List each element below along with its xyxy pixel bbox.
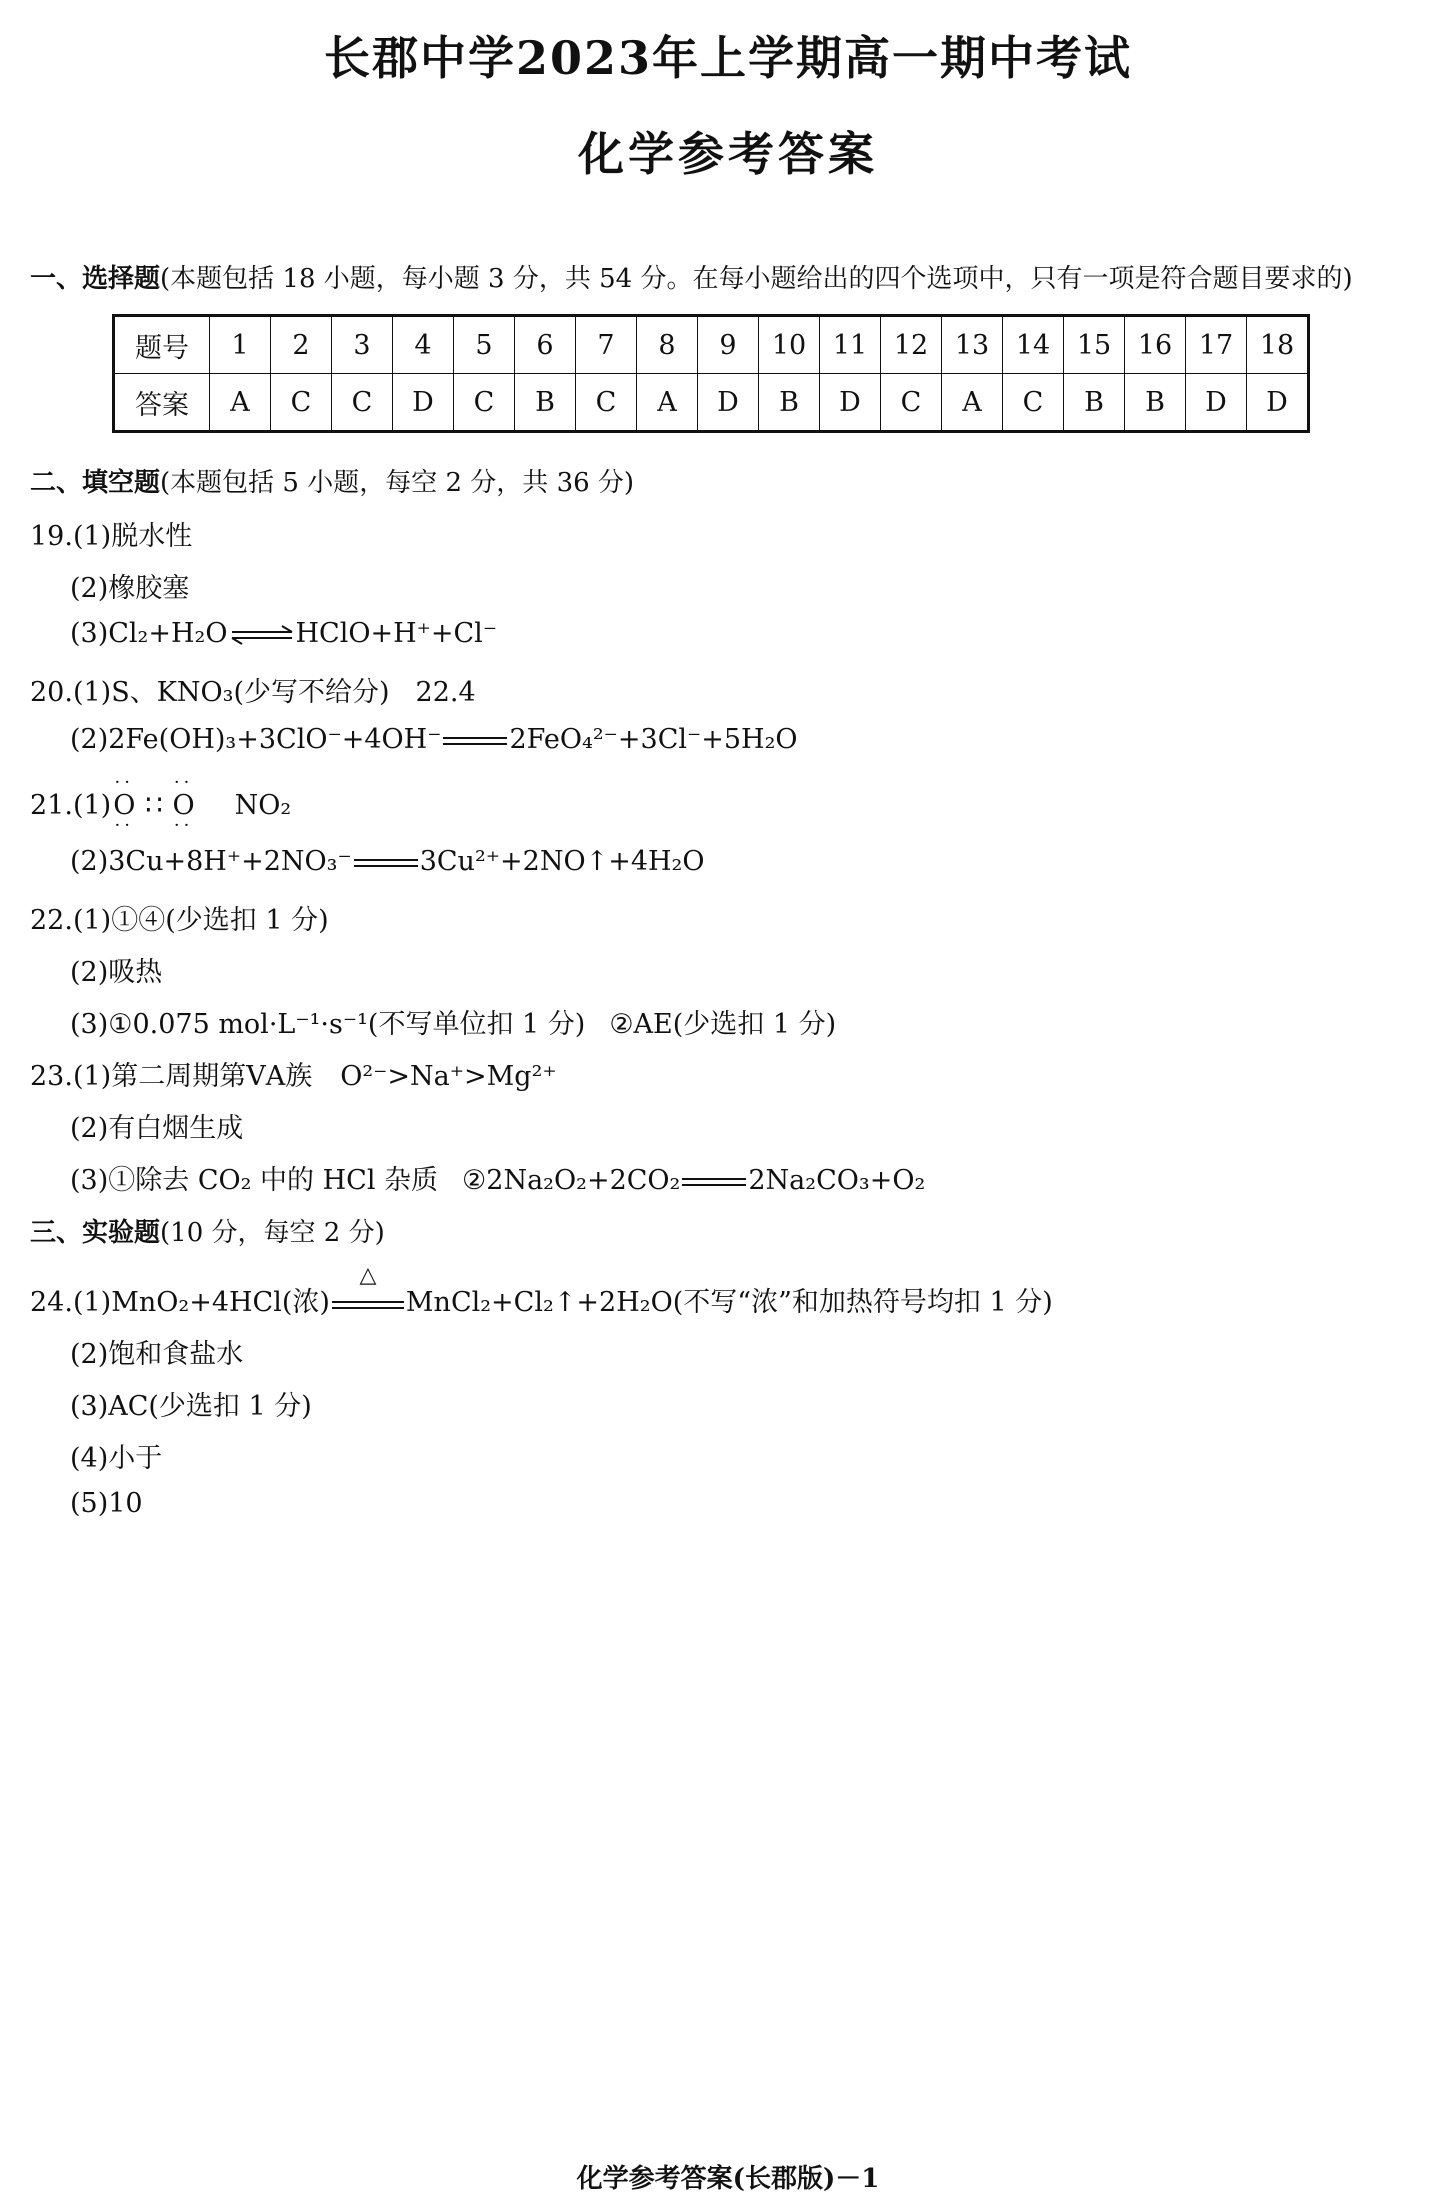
lone-pair-dots-icon: ·· (173, 772, 194, 793)
table-cell-number: 16 (1125, 316, 1186, 374)
q19-answer2: (2)橡胶塞 (70, 573, 190, 604)
table-header-answer: 答案 (114, 374, 210, 432)
table-cell-answer: D (820, 374, 881, 432)
table-cell-answer: B (759, 374, 820, 432)
table-cell-answer: B (1064, 374, 1125, 432)
table-cell-number: 3 (332, 316, 393, 374)
reversible-arrow-icon (230, 623, 294, 647)
lone-pair-dots-icon: ·· (114, 815, 134, 836)
section-experiment-note: (10 分，每空 2 分) (160, 1218, 385, 1248)
q22-answer3b: ②AE(少选扣 1 分) (609, 1009, 837, 1040)
q24-line1 (30, 1262, 1053, 1319)
table-cell-number: 17 (1186, 316, 1247, 374)
q20-number: 20. (30, 677, 73, 708)
section-choice-heading (30, 258, 1353, 295)
lone-pair-dots-icon: ·· (114, 772, 134, 793)
q21-answer1-value: NO₂ (234, 790, 292, 821)
table-cell-answer: D (1247, 374, 1309, 432)
table-cell-answer: C (332, 374, 393, 432)
equal-sign-icon (354, 853, 418, 873)
q24-number: 24. (30, 1287, 73, 1318)
table-cell-answer: B (1125, 374, 1186, 432)
table-cell-answer: A (942, 374, 1003, 432)
table-cell-number: 18 (1247, 316, 1309, 374)
q22-line3 (70, 1002, 836, 1041)
q22-answer2: (2)吸热 (70, 957, 163, 988)
q20-answer1: (1)S、KNO₃(少写不给分) (72, 677, 390, 708)
table-cell-answer: D (698, 374, 759, 432)
q22-line1 (30, 898, 329, 937)
q21-eq-lhs: 3Cu+8H⁺+2NO₃⁻ (108, 846, 352, 877)
q24-eq-rhs: MnCl₂+Cl₂↑+2H₂O(不写“浓”和加热符号均扣 1 分) (405, 1287, 1053, 1318)
lone-pair-dots-icon: ·· (173, 815, 194, 836)
q19-answer1: (1)脱水性 (72, 521, 193, 552)
table-cell-number: 7 (576, 316, 637, 374)
table-cell-answer: A (210, 374, 271, 432)
table-cell-answer: C (1003, 374, 1064, 432)
section-choice-label: 一、选择题 (30, 264, 161, 294)
q19-line3 (70, 618, 497, 649)
section-fill-heading (30, 462, 634, 499)
q23-answer2: (2)有白烟生成 (70, 1113, 244, 1144)
q24-answer2: (2)饱和食盐水 (70, 1339, 244, 1370)
q21-number: 21. (30, 790, 73, 821)
q24-answer5: (5)10 (70, 1488, 143, 1519)
q21-line1 (30, 772, 292, 836)
table-header-number: 题号 (114, 316, 210, 374)
electron-dot-oxygen-1: ·· O ·· (113, 772, 136, 836)
table-cell-number: 6 (515, 316, 576, 374)
table-cell-number: 13 (942, 316, 1003, 374)
q23-line1 (30, 1054, 557, 1093)
table-row-answers (114, 374, 1309, 432)
q19-eq-lhs: Cl₂+H₂O (108, 618, 228, 649)
q21-answer1-prefix: (1) (72, 790, 112, 821)
section-fill-note: (本题包括 5 小题，每空 2 分，共 36 分) (160, 468, 635, 498)
table-cell-answer: D (393, 374, 454, 432)
page-subtitle: 化学参考答案 (578, 127, 878, 181)
q20-answer1-value: 22.4 (415, 677, 476, 708)
q23-eq-rhs: 2Na₂CO₃+O₂ (748, 1165, 926, 1196)
q24-answer3: (3)AC(少选扣 1 分) (70, 1391, 312, 1422)
q20-eq-rhs: 2FeO₄²⁻+3Cl⁻+5H₂O (509, 724, 798, 755)
q19-line1 (30, 514, 192, 553)
q23-eq-lhs: 2Na₂O₂+2CO₂ (486, 1165, 681, 1196)
q20-line2 (70, 724, 798, 755)
table-cell-answer: C (576, 374, 637, 432)
table-cell-number: 10 (759, 316, 820, 374)
q23-number: 23. (30, 1061, 73, 1092)
equal-sign-icon (443, 731, 507, 751)
table-cell-answer: A (637, 374, 698, 432)
heating-triangle-icon: △ (359, 1262, 377, 1288)
q22-answer1: (1)①④(少选扣 1 分) (72, 905, 329, 936)
table-cell-number: 9 (698, 316, 759, 374)
q24-answer4: (4)小于 (70, 1443, 163, 1474)
table-cell-number: 2 (271, 316, 332, 374)
section-experiment-label: 三、实验题 (30, 1218, 161, 1248)
q21-eq-rhs: 3Cu²⁺+2NO↑+4H₂O (419, 846, 705, 877)
table-cell-answer: C (454, 374, 515, 432)
electron-dot-oxygen-2: ·· O ·· (172, 772, 195, 836)
table-cell-number: 5 (454, 316, 515, 374)
q24-answer1-prefix: (1) (72, 1287, 112, 1318)
table-cell-number: 8 (637, 316, 698, 374)
table-cell-number: 11 (820, 316, 881, 374)
choice-answer-table (112, 314, 1310, 433)
q23-answer1: (1)第二周期第ⅤA族 (72, 1061, 313, 1092)
section-fill-label: 二、填空题 (30, 468, 161, 498)
q20-line1 (30, 670, 476, 709)
q24-eq-lhs: MnO₂+4HCl(浓) (111, 1287, 330, 1318)
table-cell-number: 15 (1064, 316, 1125, 374)
q23-answer1b: O²⁻>Na⁺>Mg²⁺ (340, 1061, 557, 1092)
q21-line2 (70, 846, 705, 877)
page-title: 长郡中学2023年上学期高一期中考试 (323, 31, 1133, 85)
q22-number: 22. (30, 905, 73, 936)
table-cell-answer: C (881, 374, 942, 432)
table-cell-answer: C (271, 374, 332, 432)
q21-answer2-prefix: (2) (70, 846, 109, 877)
q20-answer2-prefix: (2) (70, 724, 109, 755)
q23-line3 (70, 1158, 925, 1197)
heating-equal-sign-icon (332, 1262, 404, 1315)
table-cell-number: 1 (210, 316, 271, 374)
page-footer: 化学参考答案(长郡版)－1 (576, 2164, 880, 2194)
shared-pair-dots: ∷ (145, 790, 163, 821)
equal-sign-icon (682, 1172, 746, 1192)
q19-eq-rhs: HClO+H⁺+Cl⁻ (295, 618, 498, 649)
q22-answer3: (3)①0.075 mol·L⁻¹·s⁻¹(不写单位扣 1 分) (70, 1009, 586, 1040)
table-cell-answer: B (515, 374, 576, 432)
table-cell-number: 14 (1003, 316, 1064, 374)
q19-number: 19. (30, 521, 73, 552)
table-cell-number: 4 (393, 316, 454, 374)
table-row-numbers (114, 316, 1309, 374)
table-cell-answer: D (1186, 374, 1247, 432)
section-experiment-heading (30, 1212, 385, 1249)
q19-answer3-prefix: (3) (70, 618, 109, 649)
section-choice-note: (本题包括 18 小题，每小题 3 分，共 54 分。在每小题给出的四个选项中，只有一项是符合题目要求的) (160, 264, 1353, 294)
q20-eq-lhs: 2Fe(OH)₃+3ClO⁻+4OH⁻ (108, 724, 442, 755)
q23-answer3b-prefix: ② (462, 1165, 487, 1196)
table-cell-number: 12 (881, 316, 942, 374)
q23-answer3: (3)①除去 CO₂ 中的 HCl 杂质 (70, 1165, 439, 1196)
